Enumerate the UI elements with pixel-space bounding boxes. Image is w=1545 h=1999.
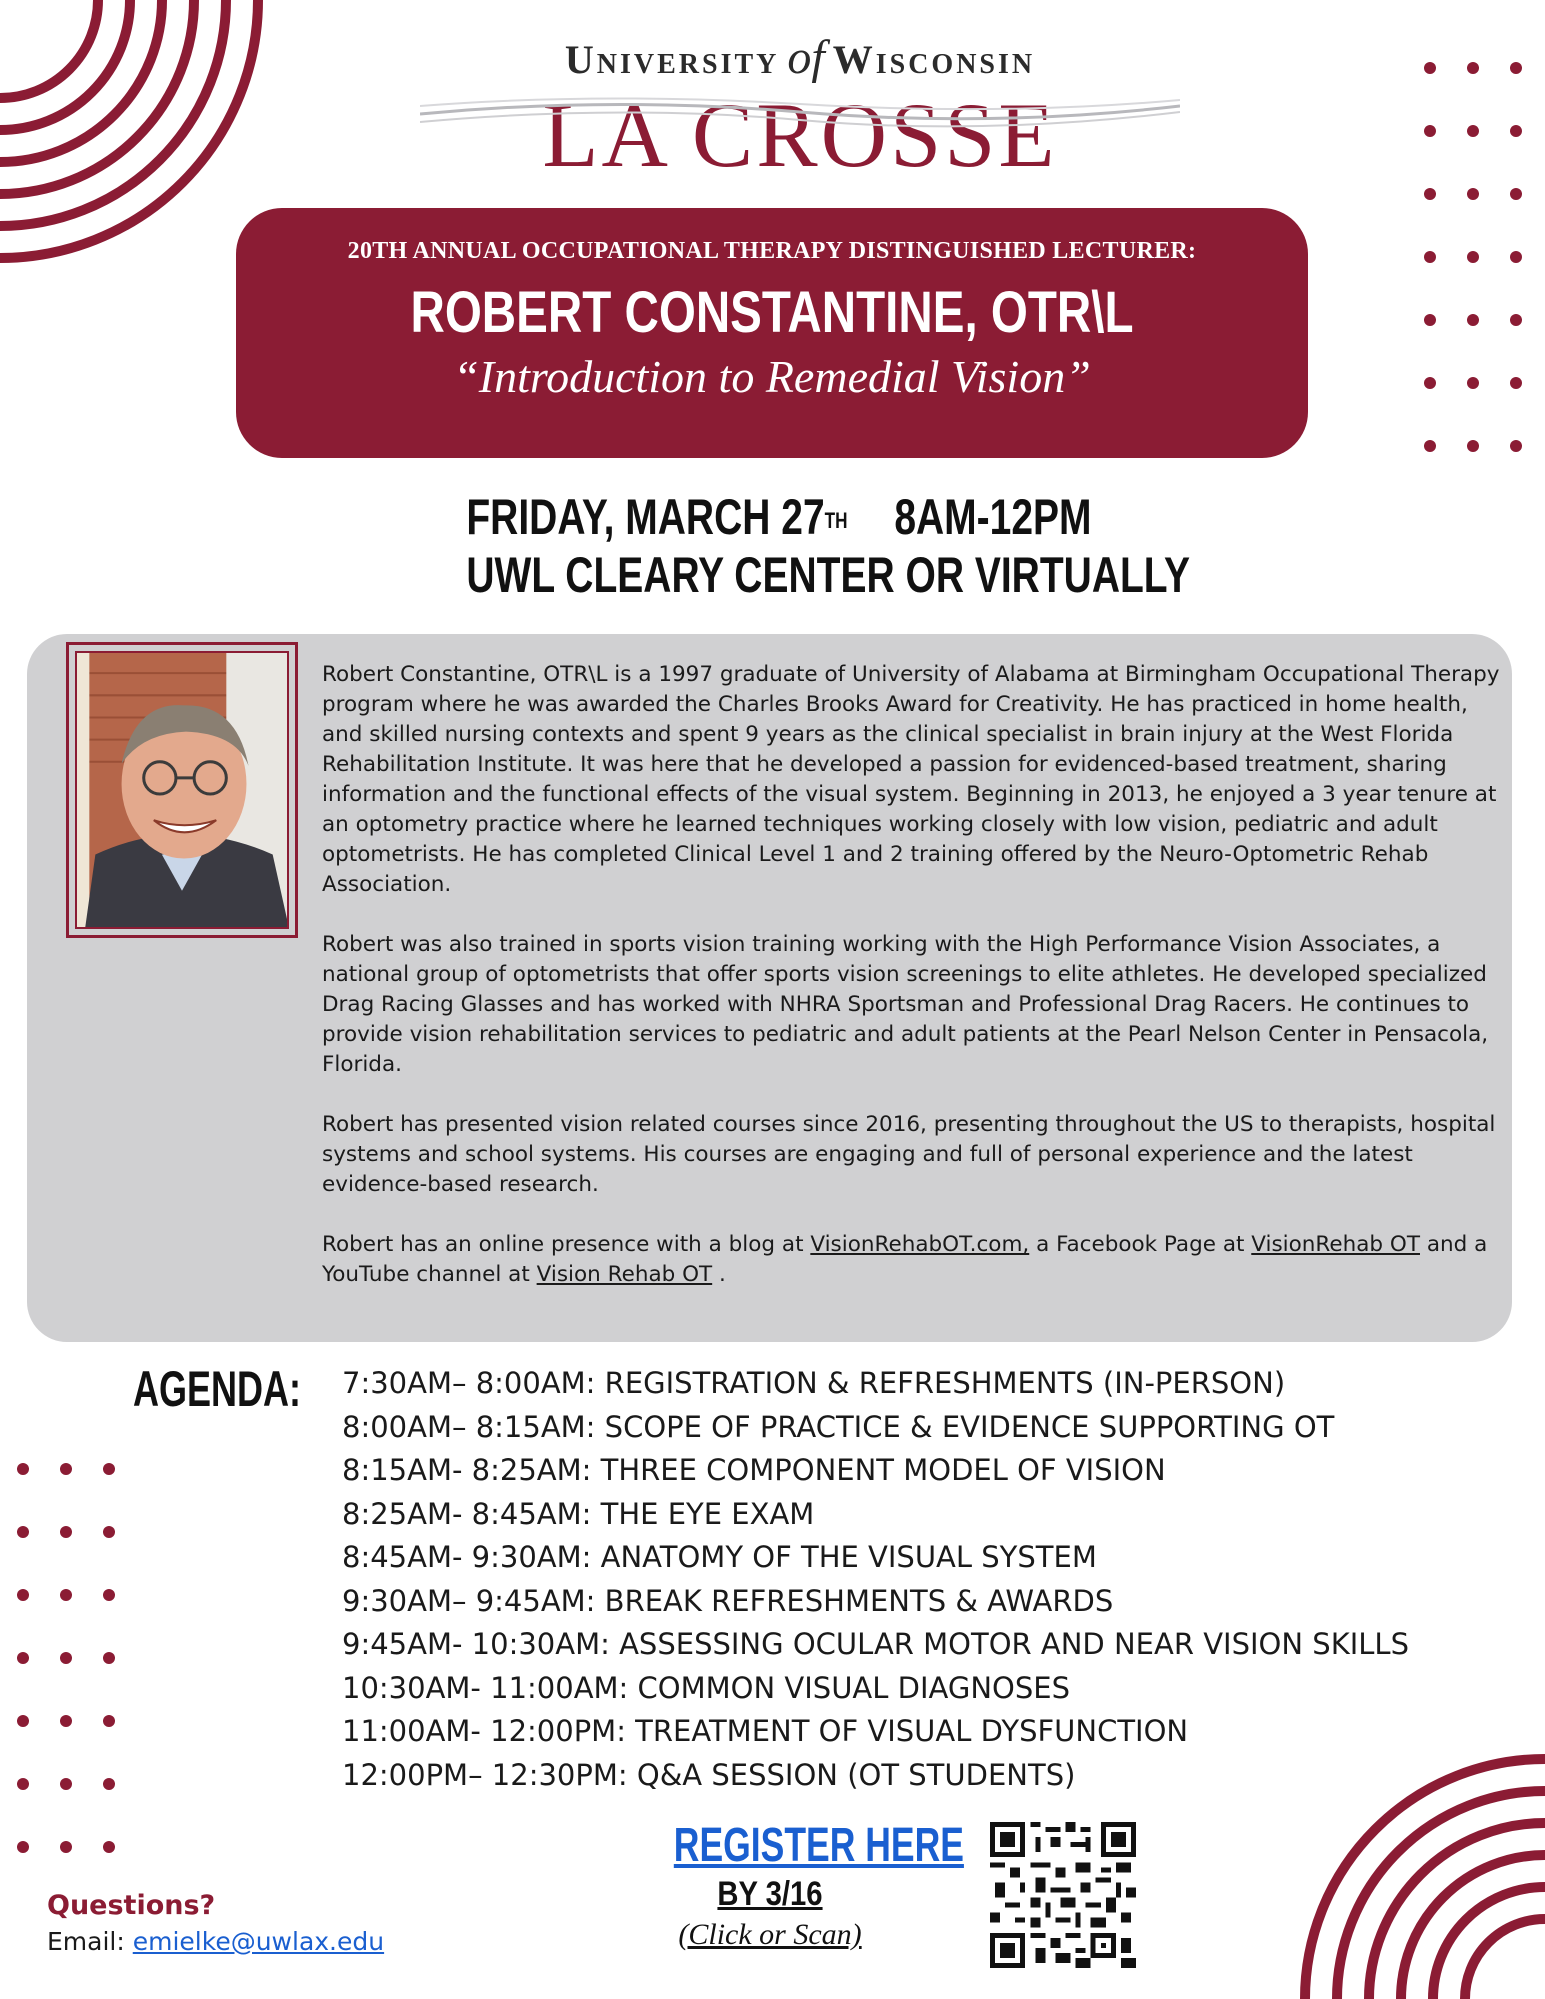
speaker-photo — [75, 651, 289, 929]
dot-grid-bottom-left-decoration — [17, 1463, 115, 1853]
agenda-item: 12:00PM– 12:30PM: Q&A SESSION (OT STUDENTS) — [342, 1757, 1076, 1792]
logo-word-university: University — [564, 37, 780, 82]
dot-grid-top-right-decoration — [1424, 62, 1522, 452]
questions-email-line — [47, 1927, 384, 1956]
agenda-list — [342, 1362, 1522, 1797]
bio-p4-text-d: . — [712, 1262, 726, 1287]
register-deadline: BY 3/16 — [717, 1875, 823, 1913]
bio-p4-text-a: Robert has an online presence with a blog at — [322, 1232, 811, 1257]
qr-code[interactable] — [990, 1822, 1136, 1968]
event-location: UWL CLEARY CENTER OR VIRTUALLY — [466, 547, 1191, 603]
bio-paragraph-1: Robert Constantine, OTR\L is a 1997 graduate of University of Alabama at Birmingham Occupational Therapy program where he was awarded the Charles Brooks Award for Creativity. He has practiced in home health, and skilled nursing contexts and spent 9 years as the clinical specialist in brain injury at the West Florida Rehabilitation Institute. It was here that he developed a passion for evidenced-based treatment, sharing information and the functional effects of the visual system. Beginning in 2013, he enjoyed a 3 year tenure at an optometry practice where he learned techniques working closely with low vision, pediatric and adult optometrists. He has completed Clinical Level 1 and 2 training offered by the Neuro-Optometric Rehab Association. — [322, 662, 1500, 897]
logo-la-crosse: LA CROSSE — [542, 84, 1058, 186]
register-block — [640, 1818, 964, 1952]
arcs-top-left-decoration — [0, 0, 270, 270]
bio-paragraph-2: Robert was also trained in sports vision training working with the High Performance Vision Associates, a national group of optometrists that offer sports vision screenings to elite athletes. He developed specialized Drag Racing Glasses and has worked with NHRA Sportsman and Professional Drag Racers. He continues to provide vision rehabilitation services to pediatric and adult patients at the Pearl Nelson Center in Pensacola, Florida. — [322, 932, 1489, 1077]
bio-p4-text-c: and a YouTube channel at — [322, 1232, 1488, 1287]
youtube-link[interactable]: Vision Rehab OT — [536, 1262, 713, 1287]
agenda-item: 8:15AM- 8:25AM: THREE COMPONENT MODEL OF VISION — [342, 1453, 1166, 1487]
agenda-item: 11:00AM- 12:00PM: TREATMENT OF VISUAL DYSFUNCTION — [342, 1714, 1189, 1748]
speaker-name: ROBERT CONSTANTINE, OTR\L — [410, 280, 1134, 345]
register-here-link[interactable]: REGISTER HERE — [673, 1819, 964, 1872]
agenda-heading: AGENDA: — [133, 1361, 301, 1417]
speaker-bio-text — [322, 660, 1502, 1320]
email-label: Email: — [47, 1927, 133, 1956]
agenda-item: 9:45AM- 10:30AM: ASSESSING OCULAR MOTOR AND NEAR VISION SKILLS — [342, 1627, 1409, 1661]
speaker-photo-frame — [66, 642, 298, 938]
agenda-item: 8:25AM- 8:45AM: THE EYE EXAM — [342, 1496, 815, 1531]
logo-word-wisconsin: Wisconsin — [832, 37, 1036, 82]
blog-link[interactable]: VisionRehabOT.com, — [810, 1232, 1030, 1257]
banner-kicker: 20TH ANNUAL OCCUPATIONAL THERAPY DISTINGUISHED LECTURER: — [347, 238, 1197, 264]
agenda-item: 9:30AM– 9:45AM: BREAK REFRESHMENTS & AWARDS — [342, 1583, 1114, 1618]
logo-swoosh-graphic — [420, 92, 1180, 132]
contact-email-link[interactable]: emielke@uwlax.edu — [132, 1927, 385, 1956]
event-details — [380, 488, 1191, 604]
bio-p4-text-b: a Facebook Page at — [1029, 1232, 1252, 1257]
agenda-item: 8:45AM- 9:30AM: ANATOMY OF THE VISUAL SYSTEM — [342, 1540, 1097, 1574]
university-logo — [420, 22, 1180, 186]
event-date-time — [466, 488, 1092, 546]
speaker-portrait-graphic — [77, 653, 287, 927]
event-time: 8AM-12PM — [894, 489, 1092, 545]
logo-word-of: of — [787, 31, 825, 84]
event-date: FRIDAY, MARCH 27 — [466, 489, 825, 545]
agenda-item: 7:30AM– 8:00AM: REGISTRATION & REFRESHMENTS (IN-PERSON) — [342, 1366, 1286, 1400]
register-hint: (Click or Scan) — [678, 1918, 862, 1951]
facebook-link[interactable]: VisionRehab OT — [1251, 1232, 1420, 1257]
bio-paragraph-4 — [322, 1230, 1502, 1290]
lecturer-banner — [236, 208, 1308, 458]
agenda-item: 8:00AM– 8:15AM: SCOPE OF PRACTICE & EVIDENCE SUPPORTING OT — [342, 1409, 1335, 1444]
questions-label: Questions? — [47, 1890, 216, 1921]
logo-university-line — [420, 30, 1180, 85]
questions-block — [47, 1890, 384, 1956]
talk-title: “Introduction to Remedial Vision” — [453, 351, 1091, 402]
speaker-bio-panel — [27, 634, 1512, 1342]
agenda-item: 10:30AM- 11:00AM: COMMON VISUAL DIAGNOSES — [342, 1670, 1070, 1705]
bio-paragraph-3: Robert has presented vision related courses since 2016, presenting throughout the US to therapists, hospital systems and school systems. His courses are engaging and full of personal experience and the latest evidence-based research. — [322, 1112, 1496, 1197]
event-date-suffix: TH — [824, 508, 848, 533]
